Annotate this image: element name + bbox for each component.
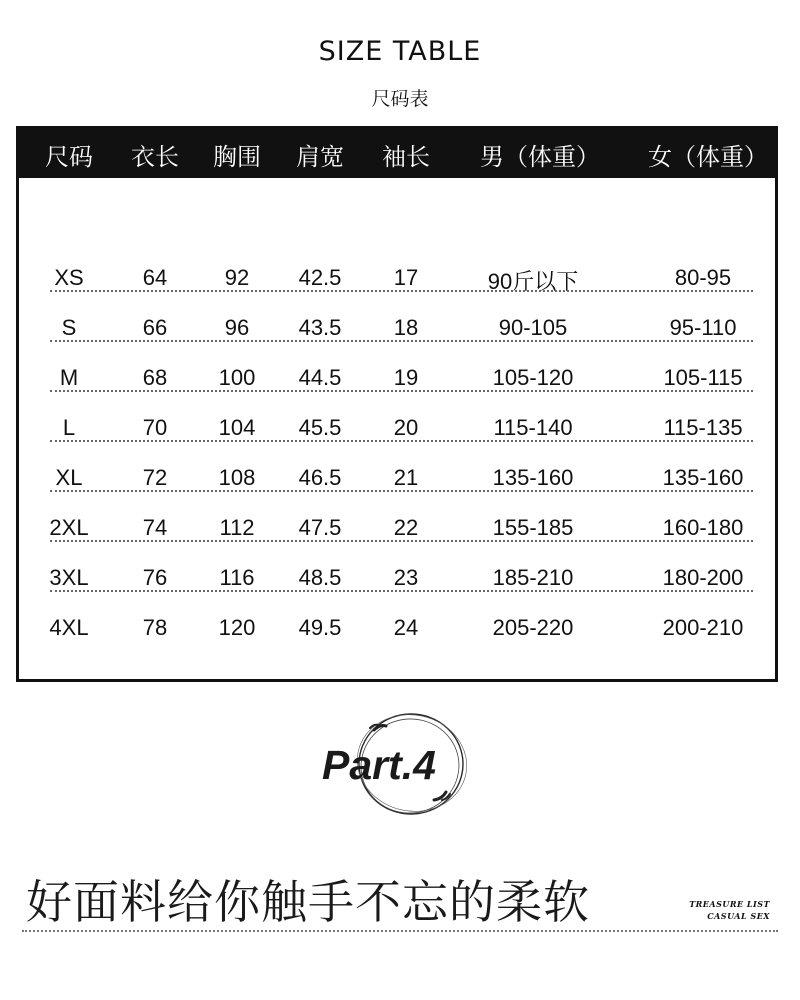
cell-male-weight: 105-120 [492,365,574,390]
cell-chest: 104 [218,415,256,440]
cell-female-weight: 80-95 [674,265,732,290]
cell-sleeve: 18 [393,315,419,340]
table-row [19,503,775,553]
table-row [19,253,775,303]
cell-length: 64 [142,265,168,290]
cell-sleeve: 20 [393,415,419,440]
cell-male-weight: 90-105 [498,315,568,340]
cell-chest: 92 [224,265,250,290]
footer-divider [22,930,778,932]
brand-line-1: TREASURE LIST [689,899,770,909]
cell-shoulder: 42.5 [298,265,342,290]
size-table-title: SIZE TABLE [318,36,482,67]
row-divider [50,340,753,342]
cell-male-weight: 205-220 [492,615,574,640]
cell-chest: 108 [218,465,256,490]
cell-shoulder: 48.5 [298,565,342,590]
size-table [16,126,778,682]
cell-length: 74 [142,515,168,540]
cell-size: M [59,365,79,390]
cell-male-weight: 115-140 [493,415,573,440]
cell-sleeve: 19 [393,365,419,390]
table-row [19,303,775,353]
cell-size: 3XL [49,565,89,590]
cell-shoulder: 49.5 [298,615,342,640]
row-divider [50,290,753,292]
row-divider [50,490,753,492]
cell-chest: 96 [224,315,250,340]
cell-chest: 100 [218,365,256,390]
row-divider [50,440,753,442]
cell-female-weight: 160-180 [662,515,744,540]
cell-size: S [61,315,77,340]
cell-female-weight: 200-210 [662,615,744,640]
cell-chest: 116 [219,565,255,590]
table-row [19,353,775,403]
cell-length: 68 [142,365,168,390]
cell-length: 70 [142,415,168,440]
header-female-weight: 女（体重） [648,143,768,171]
cell-shoulder: 46.5 [298,465,342,490]
brand-line-2: CASUAL SEX [707,911,770,921]
cell-shoulder: 43.5 [298,315,342,340]
cell-sleeve: 17 [393,265,419,290]
cell-size: XS [54,265,84,290]
row-divider [50,540,753,542]
slogan-text: 好面料给你触手不忘的柔软 [26,875,590,929]
part-label: Part.4 [322,742,436,788]
cell-female-weight: 180-200 [662,565,744,590]
cell-shoulder: 45.5 [298,415,342,440]
cell-female-weight: 95-110 [669,315,737,340]
cell-length: 78 [142,615,168,640]
cell-shoulder: 44.5 [298,365,342,390]
cell-male-weight: 135-160 [492,465,574,490]
header-male-weight: 男（体重） [480,143,600,171]
cell-length: 72 [142,465,168,490]
row-divider [50,390,753,392]
cell-size: 4XL [49,615,89,640]
header-sleeve: 袖长 [382,143,430,171]
cell-female-weight: 135-160 [662,465,744,490]
header-size: 尺码 [45,143,93,171]
cell-size: XL [55,465,83,490]
cell-male-weight: 185-210 [492,565,574,590]
table-row [19,403,775,453]
header-shoulder: 肩宽 [296,143,344,171]
cell-male-weight: 90斤以下 [487,269,579,294]
part-badge [316,706,476,826]
cell-length: 76 [142,565,168,590]
cell-female-weight: 115-135 [663,415,743,440]
size-table-header [19,129,775,178]
cell-length: 66 [142,315,168,340]
cell-sleeve: 21 [393,465,419,490]
header-chest: 胸围 [213,143,261,171]
header-length: 衣长 [131,143,179,171]
cell-size: L [62,415,76,440]
table-row [19,603,775,653]
cell-chest: 112 [219,515,255,540]
cell-female-weight: 105-115 [663,365,743,390]
cell-size: 2XL [49,515,89,540]
table-row [19,453,775,503]
cell-shoulder: 47.5 [298,515,342,540]
brand-mark [689,898,770,922]
row-divider [50,590,753,592]
cell-sleeve: 22 [393,515,419,540]
cell-male-weight: 155-185 [492,515,574,540]
cell-sleeve: 24 [393,615,419,640]
cell-sleeve: 23 [393,565,419,590]
size-table-subtitle: 尺码表 [371,88,429,110]
table-row [19,553,775,603]
cell-chest: 120 [218,615,256,640]
